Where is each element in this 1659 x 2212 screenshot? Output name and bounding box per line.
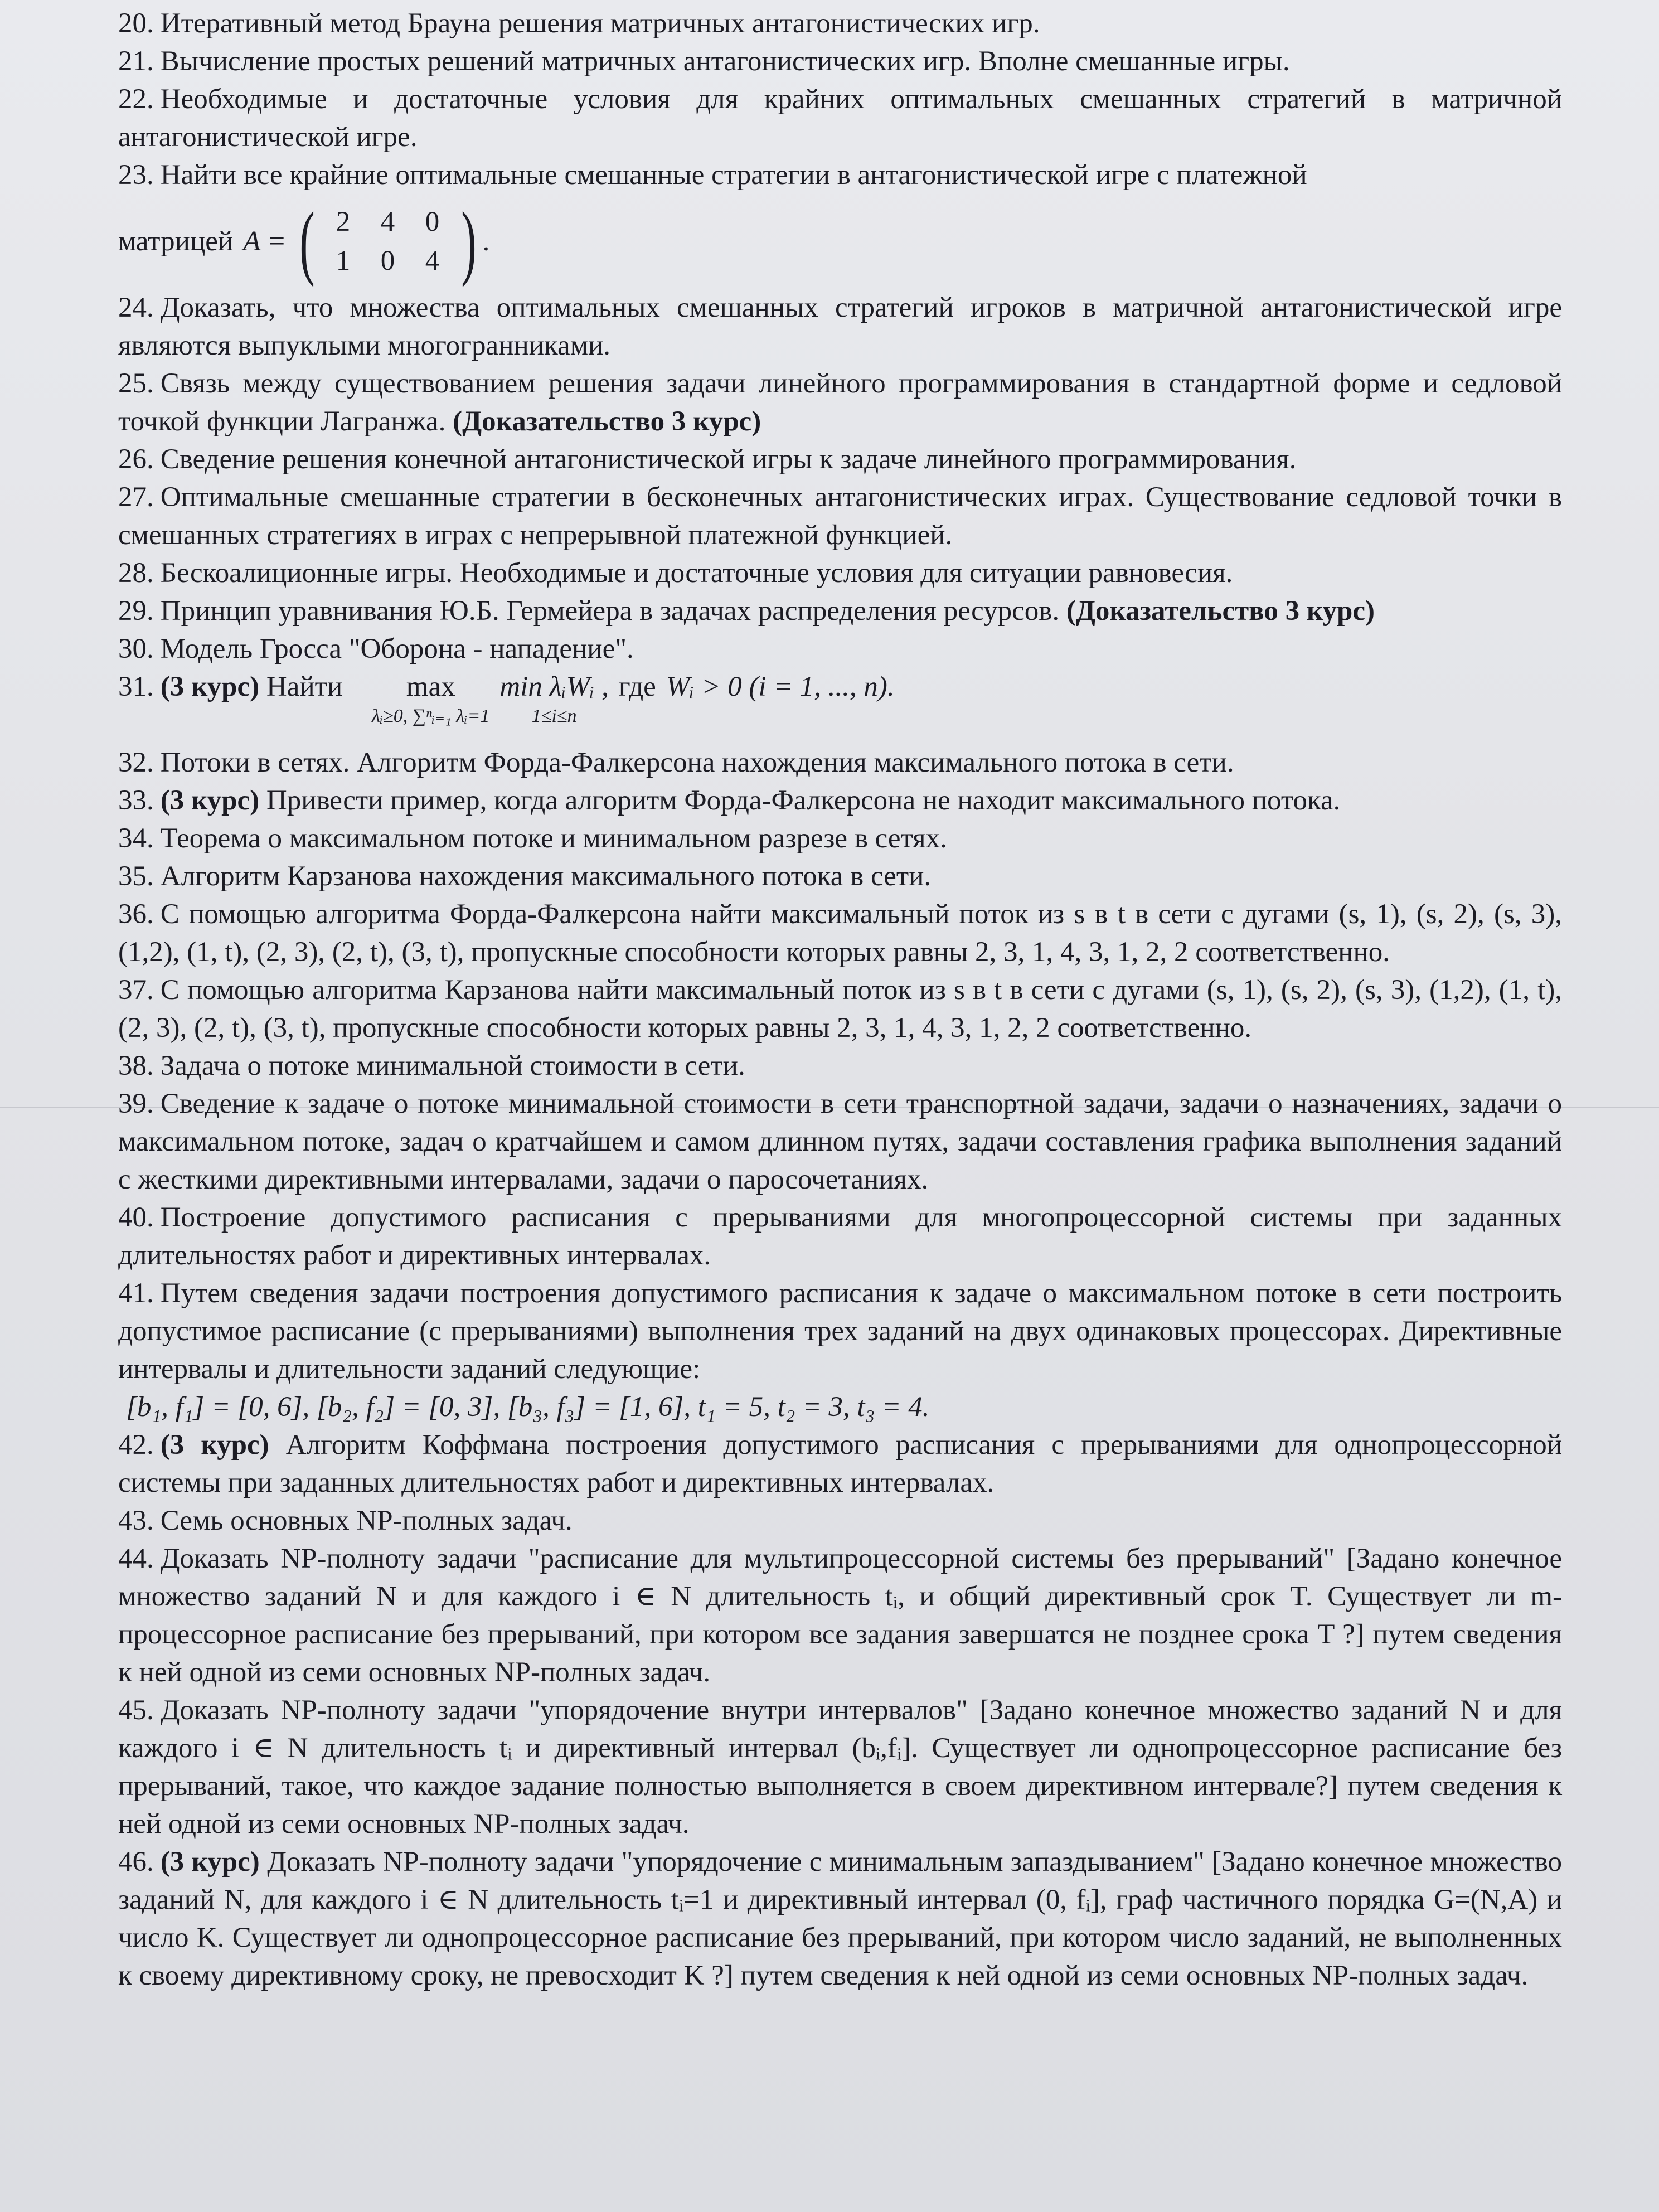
question-26: 26. Сведение решения конечной антагонистической игры к задаче линейного программирования. [118,444,1297,475]
maxmin-formula: max λᵢ≥0, ∑ⁿᵢ₌₁ λᵢ=1 min λᵢWᵢ , 1≤i≤n где Wᵢ > 0 (i = 1, ..., n). [372,668,895,727]
question-28: 28. Бескоалиционные игры. Необходимые и достаточные условия для ситуации равновесия. [118,557,1233,589]
question-40: 40. Построение допустимого расписания с прерываниями для многопроцессорной системы при заданных длительностях работ и директивных интервалах. [118,1202,1562,1271]
question-42: 42. (3 курс) Алгоритм Коффмана построения допустимого расписания с прерываниями для однопроцессорной системы при заданных длительностях работ и директивных интервалах. [118,1429,1562,1498]
matrix-grid [321,204,455,279]
question-list [118,4,1562,1995]
max-operator: max λᵢ≥0, ∑ⁿᵢ₌₁ λᵢ=1 [371,671,490,726]
question-39: 39. Сведение к задаче о потоке минимальной стоимости в сети транспортной задачи, задачи о назначениях, задачи о максимальном потоке, задач о кратчайшем и самом длинном путях, задачи составления графика выполнения заданий с жесткими директивными интервалами, задачи о паросочетаниях. [118,1088,1562,1195]
matrix-right-bracket: ) [460,195,477,288]
question-36: 36. С помощью алгоритма Форда-Фалкерсона найти максимальный поток из s в t в сети с дугами (s, 1), (s, 2), (s, 3), (1,2), (1, t), (2, 3), (2, t), (3, t), пропускные способности которых равны 2, 3, 1, 4, 3, 1, 2, 2 соответственно. [118,899,1562,968]
question-38: 38. Задача о потоке минимальной стоимости в сети. [118,1050,745,1081]
question-31: 31. (3 курс) Найти max λᵢ≥0, ∑ⁿᵢ₌₁ λᵢ=1 min λᵢWᵢ , 1≤i≤n где Wᵢ > 0 (i = 1, ..., n). [118,668,1562,744]
question-27: 27. Оптимальные смешанные стратегии в бесконечных антагонистических играх. Существование седловой точки в смешанных стратегиях в играх с непрерывной платежной функцией. [118,482,1562,551]
question-45: 45. Доказать NP-полноту задачи "упорядочение внутри интервалов" [Задано конечное множество заданий N и для каждого i ∈ N длительность tᵢ и директивный интервал (bᵢ,fᵢ]. Существует ли однопроцессорное расписание без прерываний, такое, что каждое задание полностью выполняется в своем директивном интервале?] путем сведения к ней одной из семи основных NP-полных задач. [118,1695,1562,1840]
matrix-cell: 2 [336,206,351,237]
question-46: 46. (3 курс) Доказать NP-полноту задачи "упорядочение с минимальным запаздыванием" [Задано конечное множество заданий N, для каждого i ∈ N длительность tᵢ=1 и директивный интервал (0, fᵢ], граф частичного порядка G=(N,A) и число K. Существует ли однопроцессорное расписание без прерываний, при котором число заданий, не выполненных к своему директивному сроку, не превосходит K ?] путем сведения к ней одной из семи основных NP-полных задач. [118,1846,1563,1991]
question-33: 33. (3 курс) Привести пример, когда алгоритм Форда-Фалкерсона не находит максимального потока. [118,785,1341,816]
matrix-cell: 4 [425,245,440,276]
matrix-cell: 0 [380,245,395,276]
matrix-cell: 0 [425,206,440,237]
question-25: 25. Связь между существованием решения задачи линейного программирования в стандартной форме и седловой точкой функции Лагранжа. (Доказательство 3 курс) [118,368,1562,437]
question-32: 32. Потоки в сетях. Алгоритм Форда-Фалкерсона нахождения максимального потока в сети. [118,747,1234,778]
question-23: 23. Найти все крайние оптимальные смешанные стратегии в антагонистической игре с платежной [118,159,1307,191]
question-37: 37. С помощью алгоритма Карзанова найти максимальный поток из s в t в сети с дугами (s, 1), (s, 2), (s, 3), (1,2), (1, t), (2, 3), (2, t), (3, t), пропускные способности которых равны 2, 3, 1, 4, 3, 1, 2, 2 соответственно. [118,974,1562,1044]
question-23-matrix-line: матрицей A = ( 2 4 0 1 0 4 ) . [118,195,490,288]
matrix-left-bracket: ( [299,195,315,288]
matrix-cell: 4 [380,206,395,237]
question-24: 24. Доказать, что множества оптимальных смешанных стратегий игроков в матричной антагонистической игре являются выпуклыми многогранниками. [118,292,1562,361]
question-34: 34. Теорема о максимальном потоке и минимальном разрезе в сетях. [118,823,947,854]
question-41: 41. Путем сведения задачи построения допустимого расписания к задаче о максимальном потоке в сети построить допустимое расписание (с прерываниями) выполнения трех заданий на двух одинаковых процессорах. Директивные интервалы и длительности заданий следующие: [118,1278,1562,1385]
question-20: 20. Итеративный метод Брауна решения матричных антагонистических игр. [118,8,1040,39]
question-22: 22. Необходимые и достаточные условия для крайних оптимальных смешанных стратегий в матричной антагонистической игре. [118,84,1562,153]
question-43: 43. Семь основных NP-полных задач. [118,1505,573,1536]
question-41-formula: [b₁, f₁] = [0, 6], [b₂, f₂] = [0, 3], [b₃, f₃] = [1, 6], t₁ = 5, t₂ = 3, t₃ = 4. [126,1391,930,1423]
question-21: 21. Вычисление простых решений матричных антагонистических игр. Вполне смешанные игры. [118,46,1290,77]
question-44: 44. Доказать NP-полноту задачи "расписание для мультипроцессорной системы без прерываний" [Задано конечное множество заданий N и для каждого i ∈ N длительность tᵢ, и общий директивный срок T. Существует ли m-процессорное расписание без прерываний, при котором все задания завершатся не позднее срока T ?] путем сведения к ней одной из семи основных NP-полных задач. [118,1543,1562,1688]
matrix-cell: 1 [336,245,351,276]
question-29: 29. Принцип уравнивания Ю.Б. Гермейера в задачах распределения ресурсов. (Доказательство 3 курс) [118,595,1375,627]
min-operator: min λᵢWᵢ , 1≤i≤n [499,671,609,726]
question-35: 35. Алгоритм Карзанова нахождения максимального потока в сети. [118,861,932,892]
question-30: 30. Модель Гросса "Оборона - нападение". [118,633,634,664]
